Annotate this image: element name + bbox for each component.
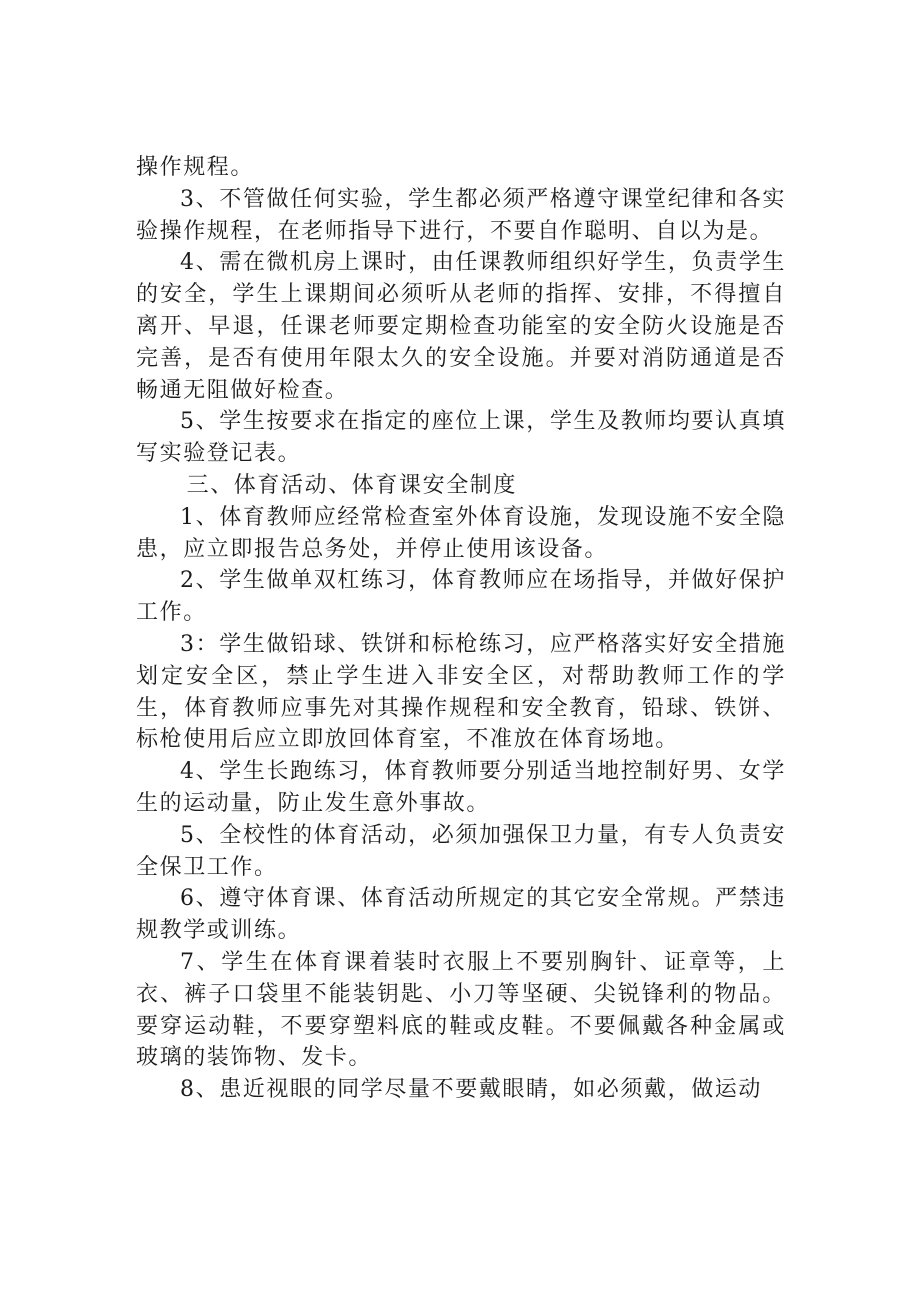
document-body <box>136 152 786 1106</box>
paragraph-pe-rule-5: 5、全校性的体育活动，必须加强保卫力量，有专人负责安全保卫工作。 <box>136 822 786 880</box>
paragraph-lab-rule-4: 4、需在微机房上课时，由任课教师组织好学生，负责学生的安全，学生上课期间必须听从老师的指挥、安排，不得擅自离开、早退，任课老师要定期检查功能室的安全防火设施是否完善，是否有使用年限太久的安全设施。并要对消防通道是否畅通无阻做好检查。 <box>136 250 786 403</box>
paragraph-pe-rule-3: 3：学生做铅球、铁饼和标枪练习，应严格落实好安全措施划定安全区，禁止学生进入非安全区，对帮助教师工作的学生，体育教师应事先对其操作规程和安全教育，铅球、铁饼、标枪使用后应立即放回体育室，不准放在体育场地。 <box>136 631 786 753</box>
paragraph-pe-rule-4: 4、学生长跑练习，体育教师要分别适当地控制好男、女学生的运动量，防止发生意外事故。 <box>136 759 786 816</box>
paragraph-continuation: 操作规程。 <box>136 155 255 180</box>
section-heading-pe-safety: 三、体育活动、体育课安全制度 <box>186 472 517 498</box>
paragraph-lab-rule-5: 5、学生按要求在指定的座位上课，学生及教师均要认真填写实验登记表。 <box>136 409 786 467</box>
paragraph-pe-rule-6: 6、遵守体育课、体育活动所规定的其它安全常规。严禁违规教学或训练。 <box>136 886 786 944</box>
paragraph-pe-rule-8: 8、患近视眼的同学尽量不要戴眼睛，如必须戴，做运动 <box>180 1077 762 1103</box>
paragraph-pe-rule-1: 1、体育教师应经常检查室外体育设施，发现设施不安全隐患，应立即报告总务处，并停止使用该设备。 <box>136 504 786 562</box>
paragraph-pe-rule-2: 2、学生做单双杠练习，体育教师应在场指导，并做好保护工作。 <box>136 568 786 626</box>
paragraph-lab-rule-3: 3、不管做任何实验，学生都必须严格遵守课堂纪律和各实验操作规程，在老师指导下进行，不要自作聪明、自以为是。 <box>136 186 786 244</box>
paragraph-pe-rule-7: 7、学生在体育课着装时衣服上不要别胸针、证章等，上衣、裤子口袋里不能装钥匙、小刀等坚硬、尖锐锋利的物品。要穿运动鞋，不要穿塑料底的鞋或皮鞋。不要佩戴各种金属或玻璃的装饰物、发卡。 <box>136 949 786 1071</box>
